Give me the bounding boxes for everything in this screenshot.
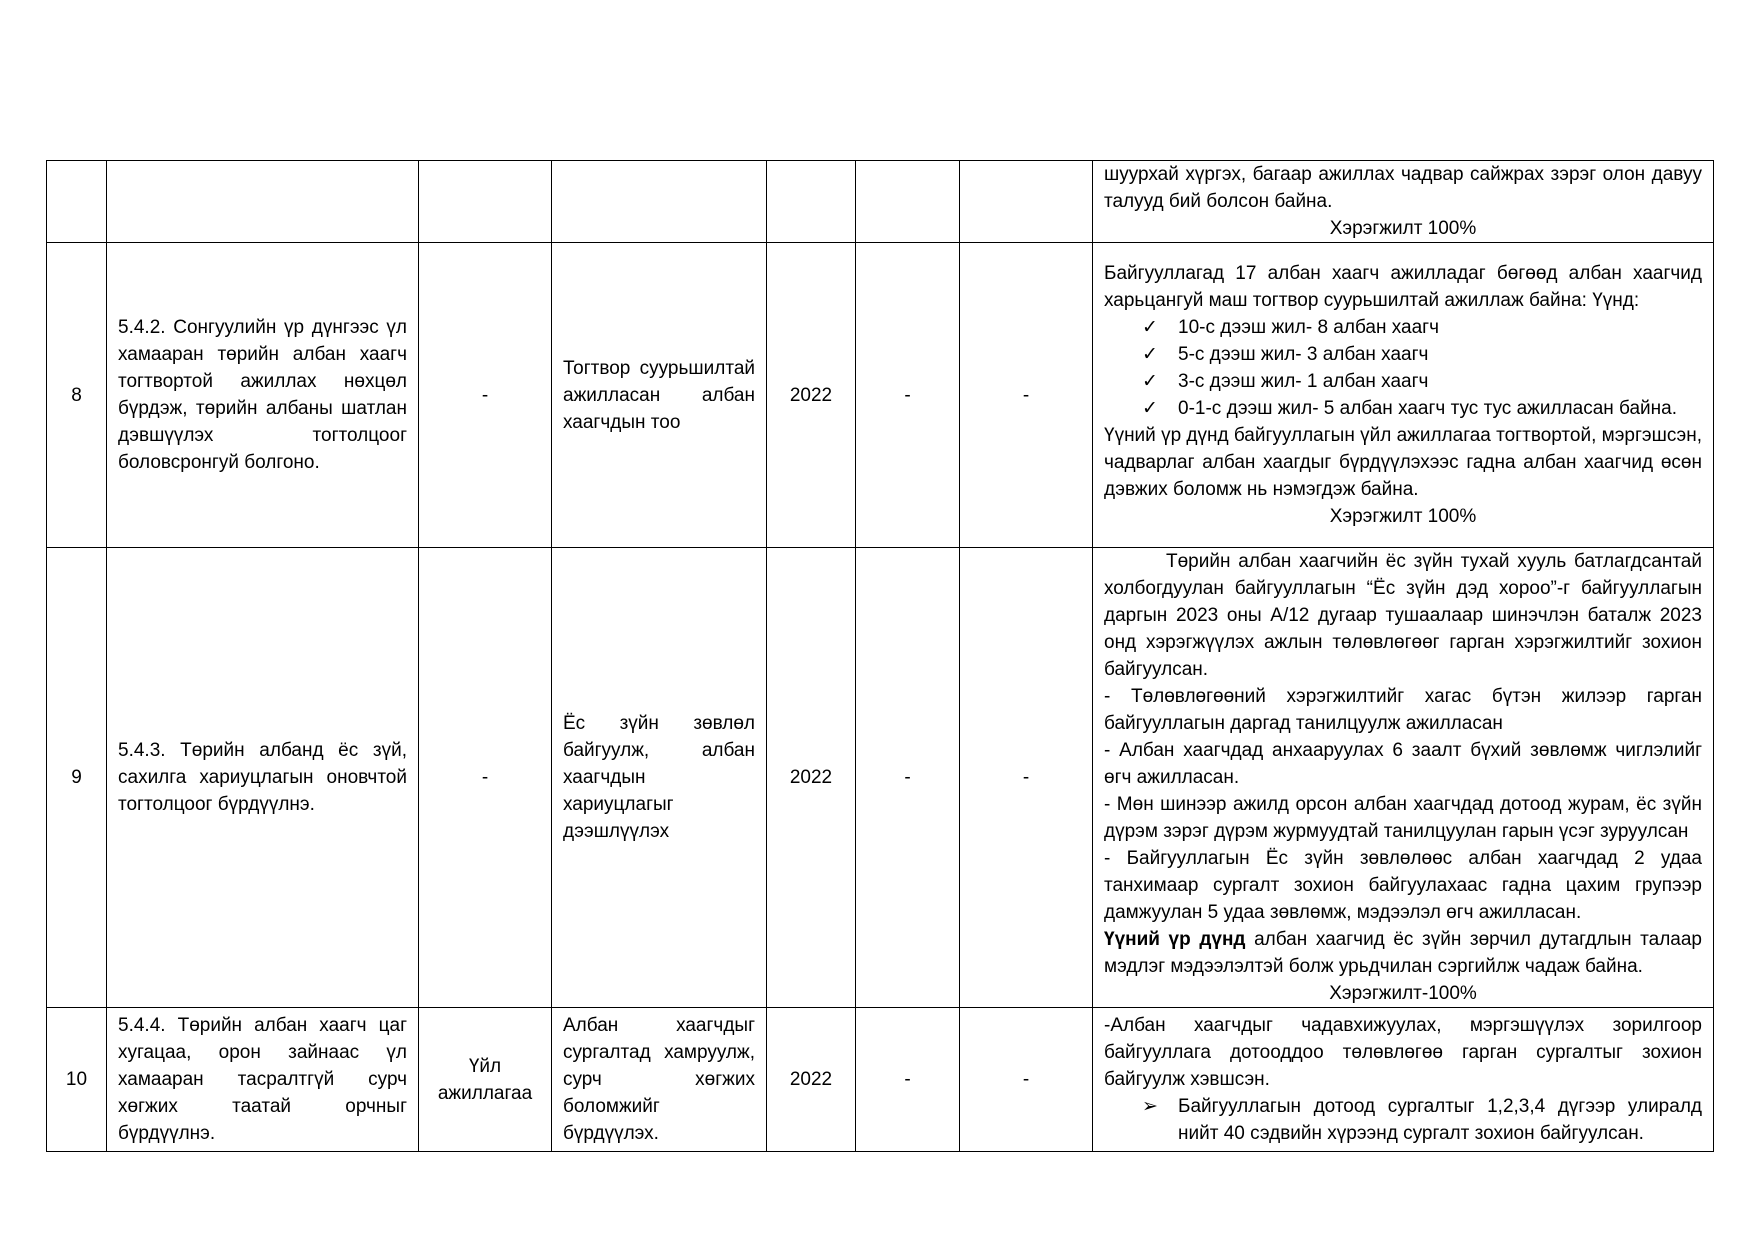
report-cell <box>1093 548 1714 1008</box>
dash-cell <box>960 161 1093 243</box>
table-row <box>47 243 1714 548</box>
dash-cell <box>856 161 960 243</box>
result-cell: - <box>419 548 552 1008</box>
dash-cell: - <box>960 243 1093 548</box>
indicator-cell <box>552 161 767 243</box>
row-number <box>47 161 107 243</box>
goal-cell: 5.4.2. Сонгуулийн үр дүнгээс үл хамааран төрийн албан хаагч тогтвортой ажиллах нөхцөл бүрдэж, төрийн албаны шатлан дэвшүүлэх тогтолцоог боловсронгуй болгоно. <box>107 243 419 548</box>
year-cell <box>767 161 856 243</box>
list-item: ✓ 0-1-с дээш жил- 5 албан хаагч тус тус ажилласан байна. <box>1178 395 1702 422</box>
goal-cell: 5.4.3. Төрийн албанд ёс зүй, сахилга хариуцлагын оновчтой тогтолцоог бүрдүүлнэ. <box>107 548 419 1008</box>
dash-cell: - <box>856 548 960 1008</box>
execution-status: Хэрэгжилт-100% <box>1329 983 1477 1004</box>
row-number: 8 <box>47 243 107 548</box>
execution-status: Хэрэгжилт 100% <box>1329 218 1477 239</box>
report-paragraph: - Мөн шинээр ажилд орсон албан хаагчдад дотоод журам, ёс зүйн дүрэм зэрэг дүрэм журмуудтай танилцуулан гарын үсэг зуруулсан <box>1104 794 1702 842</box>
execution-status: Хэрэгжилт 100% <box>1329 506 1477 527</box>
list-item: ✓ 3-с дээш жил- 1 албан хаагч <box>1178 368 1702 395</box>
report-cell <box>1093 161 1714 243</box>
table-row <box>47 1008 1714 1152</box>
checklist <box>1104 314 1702 422</box>
goal-cell: 5.4.4. Төрийн албан хаагч цаг хугацаа, орон зайнаас үл хамааран тасралтгүй сурч хөгжих таатай орчныг бүрдүүлнэ. <box>107 1008 419 1152</box>
dash-cell: - <box>856 1008 960 1152</box>
result-cell <box>419 161 552 243</box>
result-cell: - <box>419 243 552 548</box>
report-paragraph: - Байгууллагын Ёс зүйн зөвлөлөөс албан хаагчдад 2 удаа танхимаар сургалт зохион байгуулахаас гадна цахим групээр дамжуулан 5 удаа зөвлөмж, мэдээлэл өгч ажилласан. <box>1104 848 1702 923</box>
indicator-cell: Ёс зүйн зөвлөл байгуулж, албан хаагчдын хариуцлагыг дээшлүүлэх <box>552 548 767 1008</box>
report-summary: Үүний үр дүнд байгууллагын үйл ажиллагаа тогтвортой, мэргэшсэн, чадварлаг албан хаагдыг бүрдүүлэхээс гадна албан хаагчид өсөн дэвжих боломж нь нэмэгдэж байна. <box>1104 425 1703 500</box>
year-cell: 2022 <box>767 1008 856 1152</box>
report-intro: Байгууллагад 17 албан хаагч ажилладаг бөгөөд албан хаагчид харьцангуй маш тогтвор суурьшилтай ажиллаж байна: Үүнд: <box>1104 263 1702 311</box>
row-number: 9 <box>47 548 107 1008</box>
table-row <box>47 548 1714 1008</box>
list-item: ➢ Байгууллагын дотоод сургалтыг 1,2,3,4 дүгээр улиралд нийт 40 сэдвийн хүрээнд сургалт зохион байгуулсан. <box>1178 1093 1702 1147</box>
dash-cell: - <box>960 1008 1093 1152</box>
report-paragraph: - Албан хаагчдад анхааруулах 6 заалт бүхий зөвлөмж чиглэлийг өгч ажилласан. <box>1104 740 1702 788</box>
dash-cell: - <box>856 243 960 548</box>
list-item: ✓ 10-с дээш жил- 8 албан хаагч <box>1178 314 1702 341</box>
goal-cell <box>107 161 419 243</box>
row-number: 10 <box>47 1008 107 1152</box>
table-row <box>47 161 1714 243</box>
report-text: шуурхай хүргэх, багаар ажиллах чадвар сайжрах зэрэг олон давуу талууд бий болсон байна. <box>1104 164 1702 212</box>
report-paragraph: -Албан хаагчдыг чадавхижуулах, мэргэшүүлэх зорилгоор байгууллага дотооддоо төлөвлөгөө гарган сургалтыг зохион байгуулж хэвшсэн. <box>1104 1015 1702 1090</box>
result-lead: Үүний үр дүнд <box>1104 929 1246 950</box>
report-cell <box>1093 243 1714 548</box>
result-text: албан хаагчид ёс зүйн зөрчил дутагдлын талаар мэдлэг мэдээлэлтэй болж урьдчилан сэргийлж чадаж байна. <box>1104 929 1702 977</box>
indicator-cell: Албан хаагчдыг сургалтад хамруулж, сурч хөгжих боломжийг бүрдүүлэх. <box>552 1008 767 1152</box>
year-cell: 2022 <box>767 243 856 548</box>
indicator-cell: Тогтвор суурьшилтай ажилласан албан хаагчдын тоо <box>552 243 767 548</box>
report-paragraph <box>1104 926 1702 980</box>
report-cell <box>1093 1008 1714 1152</box>
year-cell: 2022 <box>767 548 856 1008</box>
result-cell: Үйл ажиллагаа <box>419 1008 552 1152</box>
arrow-list <box>1104 1093 1702 1147</box>
report-paragraph: - Төлөвлөгөөний хэрэгжилтийг хагас бүтэн жилээр гарган байгууллагын даргад танилцуулж ажилласан <box>1104 686 1702 734</box>
dash-cell: - <box>960 548 1093 1008</box>
report-table <box>46 160 1714 1152</box>
list-item: ✓ 5-с дээш жил- 3 албан хаагч <box>1178 341 1702 368</box>
report-paragraph: Төрийн албан хаагчийн ёс зүйн тухай хууль батлагдсантай холбогдуулан байгууллагын “Ёс зүйн дэд хороо”-г байгууллагын даргын 2023 оны А/12 дугаар тушаалаар шинэчлэн баталж 2023 онд хэрэгжүүлэх ажлын төлөвлөгөөг гарган хэрэгжилтийг зохион байгуулсан. <box>1104 551 1702 680</box>
